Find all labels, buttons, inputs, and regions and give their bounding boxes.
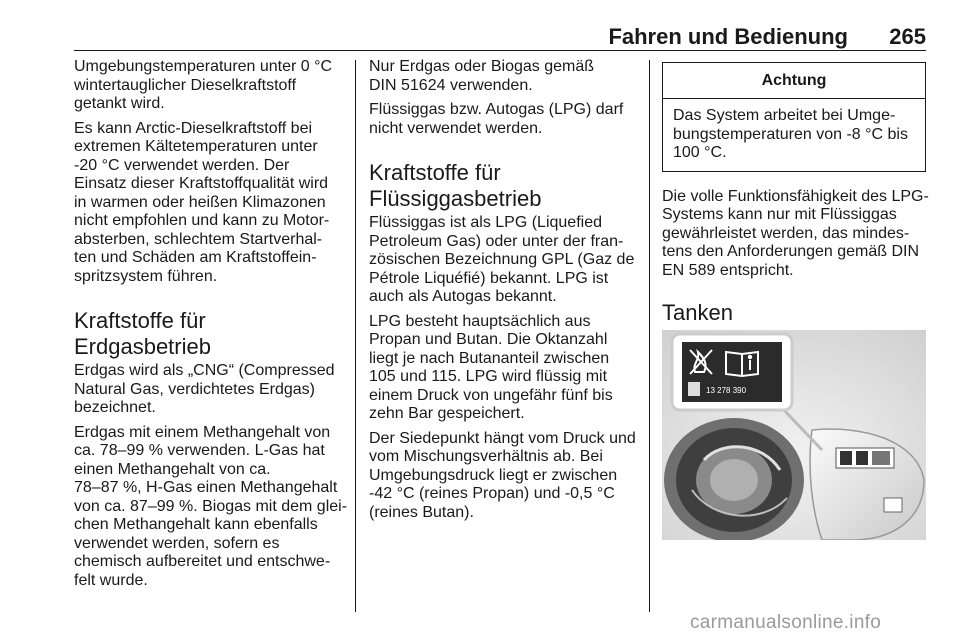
paragraph: Flüssiggas bzw. Autogas (LPG) darf nicht verwendet werden.	[369, 101, 624, 137]
warning-text: Das System arbeitet bei Umge- bungstemperaturen von -8 °C bis 100 °C.	[673, 107, 908, 161]
page-header	[74, 22, 926, 52]
column-divider-2	[649, 60, 650, 612]
paragraph: Die volle Funktionsfähigkeit des LPG- Systems kann nur mit Flüssiggas gewährleistet werden, das mindes- tens den Anforderungen gemäß DIN EN 589 entspricht.	[662, 187, 929, 279]
column-3	[662, 58, 929, 328]
section-heading-tanken: Tanken	[662, 300, 733, 325]
paragraph: Erdgas mit einem Methangehalt von ca. 78–99 % verwenden. L-Gas hat einen Methangehalt von ca. 78–87 %, H-Gas einen Methangehalt von ca. 87–99 %. Biogas mit dem glei- chen Methangehalt kann ebenfalls verwendet werden, sofern es chemisch aufbereitet und entschwe- felt wurde.	[74, 423, 348, 589]
header-title: Fahren und Bedienung	[608, 24, 848, 49]
watermark: carmanualsonline.info	[690, 612, 882, 633]
fuel-filler-photo	[662, 330, 926, 540]
paragraph: Der Siedepunkt hängt vom Druck und vom Mischungsverhältnis ab. Bei Umgebungsdruck liegt er zwischen -42 °C (reines Propan) und -0,5 °C (reines Butan).	[369, 429, 636, 521]
paragraph: Es kann Arctic-Dieselkraftstoff bei extremen Kältetemperaturen unter -20 °C verwendet werden. Der Einsatz dieser Kraftstoffqualität wird in warmen oder heißen Klimazonen nicht empfohlen und kann zu Motor- absterben, schlechtem Startverhal- ten und Schäden am Kraftstoffein- spritzsystem führen.	[74, 119, 330, 285]
section-heading-erdgas: Kraftstoffe für Erdgasbetrieb	[74, 308, 211, 359]
paragraph: Umgebungstemperaturen unter 0 °C wintertauglicher Dieselkraftstoff getankt wird.	[74, 58, 333, 112]
paragraph: Erdgas wird als „CNG“ (Compressed Natural Gas, verdichtetes Erdgas) bezeichnet.	[74, 362, 335, 416]
warning-title: Achtung	[663, 63, 925, 99]
paragraph: LPG besteht hauptsächlich aus Propan und Butan. Die Oktanzahl liegt je nach Butananteil zwischen 105 und 115. LPG wird flüssig mit einem Druck von ungefähr fünf bis zehn Bar gespeichert.	[369, 312, 613, 422]
column-divider-1	[355, 60, 356, 612]
column-1	[74, 58, 348, 596]
warning-box	[662, 62, 926, 172]
section-heading-fluessiggas: Kraftstoffe für Flüssiggasbetrieb	[369, 160, 542, 211]
column-2	[369, 58, 645, 528]
paragraph: Flüssiggas ist als LPG (Liquefied Petroleum Gas) oder unter der fran- zösischen Bezeichnung GPL (Gaz de Pétrole Liquéfié) bekannt. LPG ist auch als Autogas bekannt.	[369, 214, 635, 305]
header-rule	[74, 50, 926, 51]
label-code: 13 278 390	[706, 386, 747, 395]
paragraph: Nur Erdgas oder Biogas gemäß DIN 51624 verwenden.	[369, 58, 594, 94]
page-number: 265	[889, 24, 926, 49]
warning-body	[663, 99, 925, 171]
fuel-filler-illustration	[662, 330, 926, 540]
